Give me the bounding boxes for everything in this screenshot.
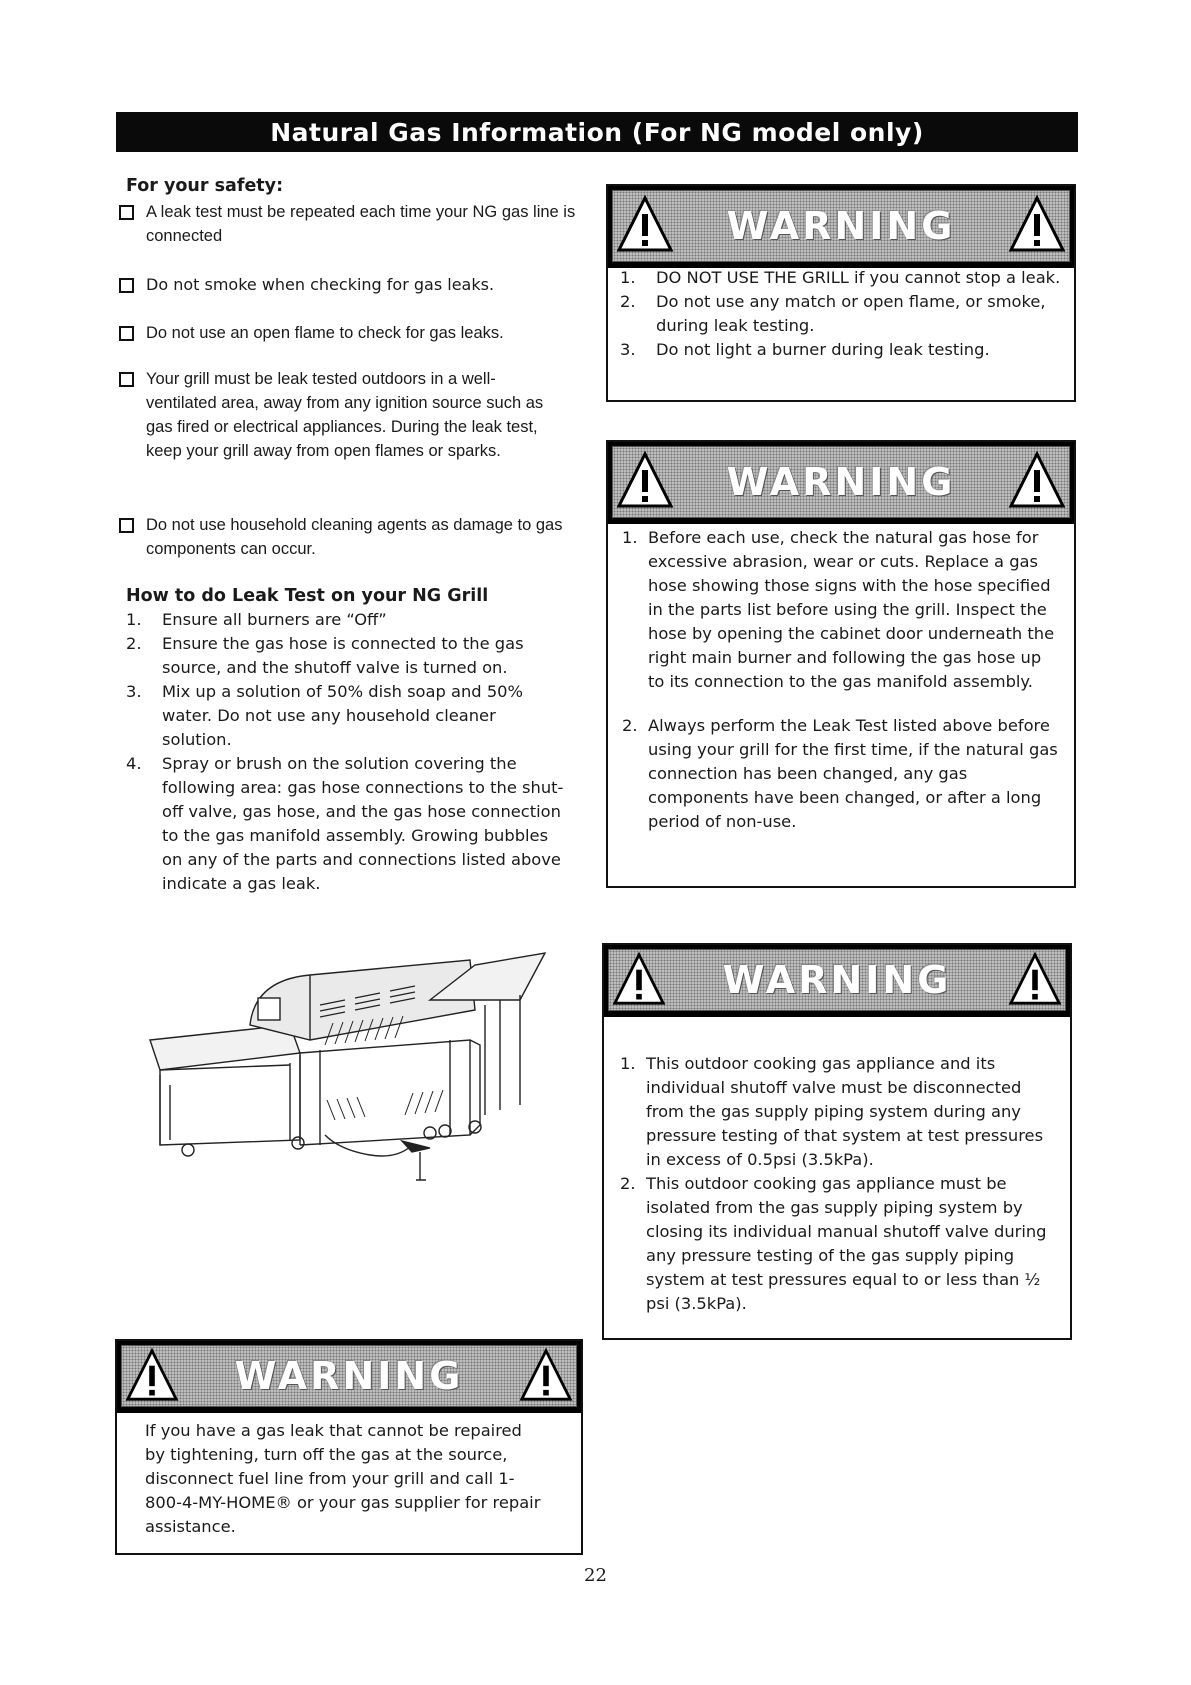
warning-triangle-icon: [616, 194, 674, 254]
warning-box-4: [115, 1339, 583, 1555]
warning-triangle-icon: [1008, 194, 1066, 254]
list-item: 2. Do not use any match or open flame, or smoke, during leak testing.: [620, 292, 1046, 335]
warning-triangle-icon: [1008, 450, 1066, 510]
warning-box-2: [606, 440, 1076, 888]
checkbox-icon: [119, 518, 134, 533]
list-item: 1. Before each use, check the natural gas hose for excessive abrasion, wear or cuts. Replace a gas hose showing those signs with the hose specified in the parts list before using the grill. Inspect the hose by opening the cabinet door underneath the right main burner and following the gas hose up to its connection to the gas manifold assembly.: [622, 528, 1055, 691]
checkbox-icon: [119, 278, 134, 293]
leak-test-steps: [126, 608, 566, 896]
warning-triangle-icon: [616, 450, 674, 510]
list-item: 1. Ensure all burners are “Off”: [126, 610, 387, 629]
warning-box-3: [602, 943, 1072, 1340]
safety-item-3: Do not use an open flame to check for gas leaks.: [119, 321, 586, 345]
safety-item-4: Your grill must be leak tested outdoors in a well-ventilated area, away from any ignition source such as gas fired or electrical appliances. During the leak test, keep your grill away from open flames or sparks.: [119, 367, 546, 463]
safety-item-5: Do not use household cleaning agents as damage to gas components can occur.: [119, 513, 566, 561]
list-item: 3. Do not light a burner during leak testing.: [620, 340, 990, 359]
page-number: 22: [584, 1565, 607, 1586]
list-item: 2. Always perform the Leak Test listed above before using your grill for the first time, if the natural gas connection has been changed, any gas components have been changed, or after a long period of non-use.: [622, 716, 1058, 831]
warning-banner: WARNING: [604, 945, 1070, 1017]
checkbox-icon: [119, 326, 134, 341]
warning-triangle-icon: [612, 951, 666, 1007]
checkbox-icon: [119, 205, 134, 220]
warning-banner: WARNING: [608, 186, 1074, 268]
warning-triangle-icon: [125, 1347, 179, 1403]
grill-illustration: [140, 945, 550, 1235]
warning-text: If you have a gas leak that cannot be repaired by tightening, turn off the gas at the source, disconnect fuel line from your grill and call 1-800-4-MY-HOME® or your gas supplier for repair assistance.: [145, 1421, 541, 1536]
warning-triangle-icon: [1008, 951, 1062, 1007]
checkbox-icon: [119, 372, 134, 387]
list-item: 1. This outdoor cooking gas appliance and its individual shutoff valve must be disconnected from the gas supply piping system during any pressure testing of that system at test pressures in excess of 0.5psi (3.5kPa).: [620, 1054, 1044, 1169]
warning-triangle-icon: [519, 1347, 573, 1403]
safety-item-2: Do not smoke when checking for gas leaks.: [119, 273, 586, 297]
safety-heading: For your safety:: [126, 176, 284, 196]
leak-test-heading: How to do Leak Test on your NG Grill: [126, 586, 489, 606]
list-item: 4. Spray or brush on the solution covering the following area: gas hose connections to the shut-off valve, gas hose, and the gas hose connection to the gas manifold assembly. Growing bubbles on any of the parts and connections listed above indicate a gas leak.: [126, 754, 564, 893]
warning-banner: WARNING: [608, 442, 1074, 524]
list-item: 3. Mix up a solution of 50% dish soap and 50% water. Do not use any household cleaner solution.: [126, 682, 524, 749]
safety-item-1: A leak test must be repeated each time your NG gas line is connected: [119, 200, 586, 248]
list-item: 2. This outdoor cooking gas appliance must be isolated from the gas supply piping system by closing its individual manual shutoff valve during any pressure testing of the gas supply piping system at test pressures equal to or less than ½ psi (3.5kPa).: [620, 1174, 1047, 1313]
page-title: Natural Gas Information (For NG model only): [116, 112, 1078, 152]
list-item: 1. DO NOT USE THE GRILL if you cannot stop a leak.: [620, 268, 1061, 287]
warning-banner: WARNING: [117, 1341, 581, 1413]
warning-box-1: [606, 184, 1076, 402]
list-item: 2. Ensure the gas hose is connected to the gas source, and the shutoff valve is turned on.: [126, 634, 524, 677]
